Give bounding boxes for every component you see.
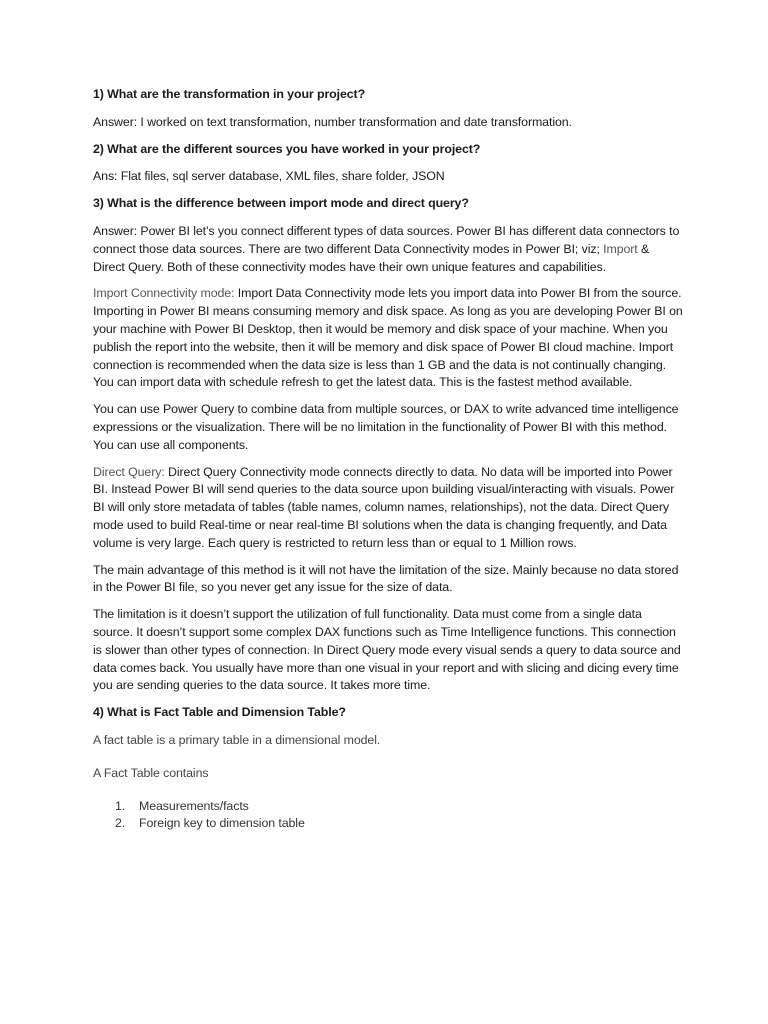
direct-query-paragraph [93,464,683,553]
direct-query-label: Direct Query: [93,464,165,479]
import-mode-text: Import Data Connectivity mode lets you import data into Power BI from the source. Importing in Power BI means consuming memory and disk space. As long as you are developing Power BI on your machine with Power BI Desktop, then it would be memory and disk space of your machine. When you publish the report into the website, then it will be memory and disk space of Power BI cloud machine. Import connection is recommended when the data size is less than 1 GB and the data is not continually changing. You can import data with schedule refresh to get the latest data. This is the fastest method available. [93,286,683,390]
question-1: 1) What are the transformation in your project? [93,87,366,101]
answer-2: Ans: Flat files, sql server database, XML files, share folder, JSON [93,169,445,184]
list-item-text: Measurements/facts [139,798,249,813]
fact-table-list [93,798,683,834]
list-item-number: 1. [115,798,126,813]
import-mode-paragraph [93,285,683,392]
list-item [93,798,683,816]
question-3: 3) What is the difference between import mode and direct query? [93,196,469,211]
import-mode-label: Import Connectivity mode: [93,286,235,301]
answer-4-line-2: A Fact Table contains [93,765,209,780]
list-item [93,815,683,833]
question-4: 4) What is Fact Table and Dimension Table? [93,705,346,720]
answer-3-intro-post: & Direct Query. Both of these connectivity modes have their own unique features and capabilities. [93,241,650,274]
answer-3-intro-pre: Answer: Power BI let’s you connect different types of data sources. Power BI has different data connectors to connect those data sources. There are two different Data Connectivity modes in Power BI; viz; [93,223,680,256]
question-2: 2) What are the different sources you have worked in your project? [93,141,481,156]
import-term: Import [603,241,638,256]
answer-3-intro [93,223,683,276]
answer-1: Answer: I worked on text transformation, number transformation and date transformation. [93,114,572,129]
direct-query-text: Direct Query Connectivity mode connects directly to data. No data will be imported into Power BI. Instead Power BI will send queries to the data source upon building visual/interacting with visuals. Power BI will only store metadata of tables (table names, column names, relationships), not the data. Direct Query mode used to build Real-time or near real-time BI solutions when the data is changing frequently, and Data volume is very large. Each query is restricted to return less than or equal to 1 Million rows. [93,464,675,550]
direct-query-advantage: The main advantage of this method is it will not have the limitation of the size. Mainly because no data stored in the Power BI file, so you never get any issue for the size of data. [93,562,679,595]
answer-4-line-1: A fact table is a primary table in a dimensional model. [93,732,381,747]
import-mode-extra: You can use Power Query to combine data from multiple sources, or DAX to write advanced time intelligence expressions or the visualization. There will be no limitation in the functionality of Power BI with this method. You can use all components. [93,402,679,452]
list-item-number: 2. [115,816,126,831]
document-page [93,86,683,833]
direct-query-limitation: The limitation is it doesn’t support the utilization of full functionality. Data must come from a single data source. It doesn’t support some complex DAX functions such as Time Intelligence functions. This connection is slower than other types of connection. In Direct Query mode every visual sends a query to data source and data comes back. You usually have more than one visual in your report and with slicing and dicing every time you are sending queries to the data source. It takes more time. [93,607,681,693]
list-item-text: Foreign key to dimension table [139,816,305,831]
